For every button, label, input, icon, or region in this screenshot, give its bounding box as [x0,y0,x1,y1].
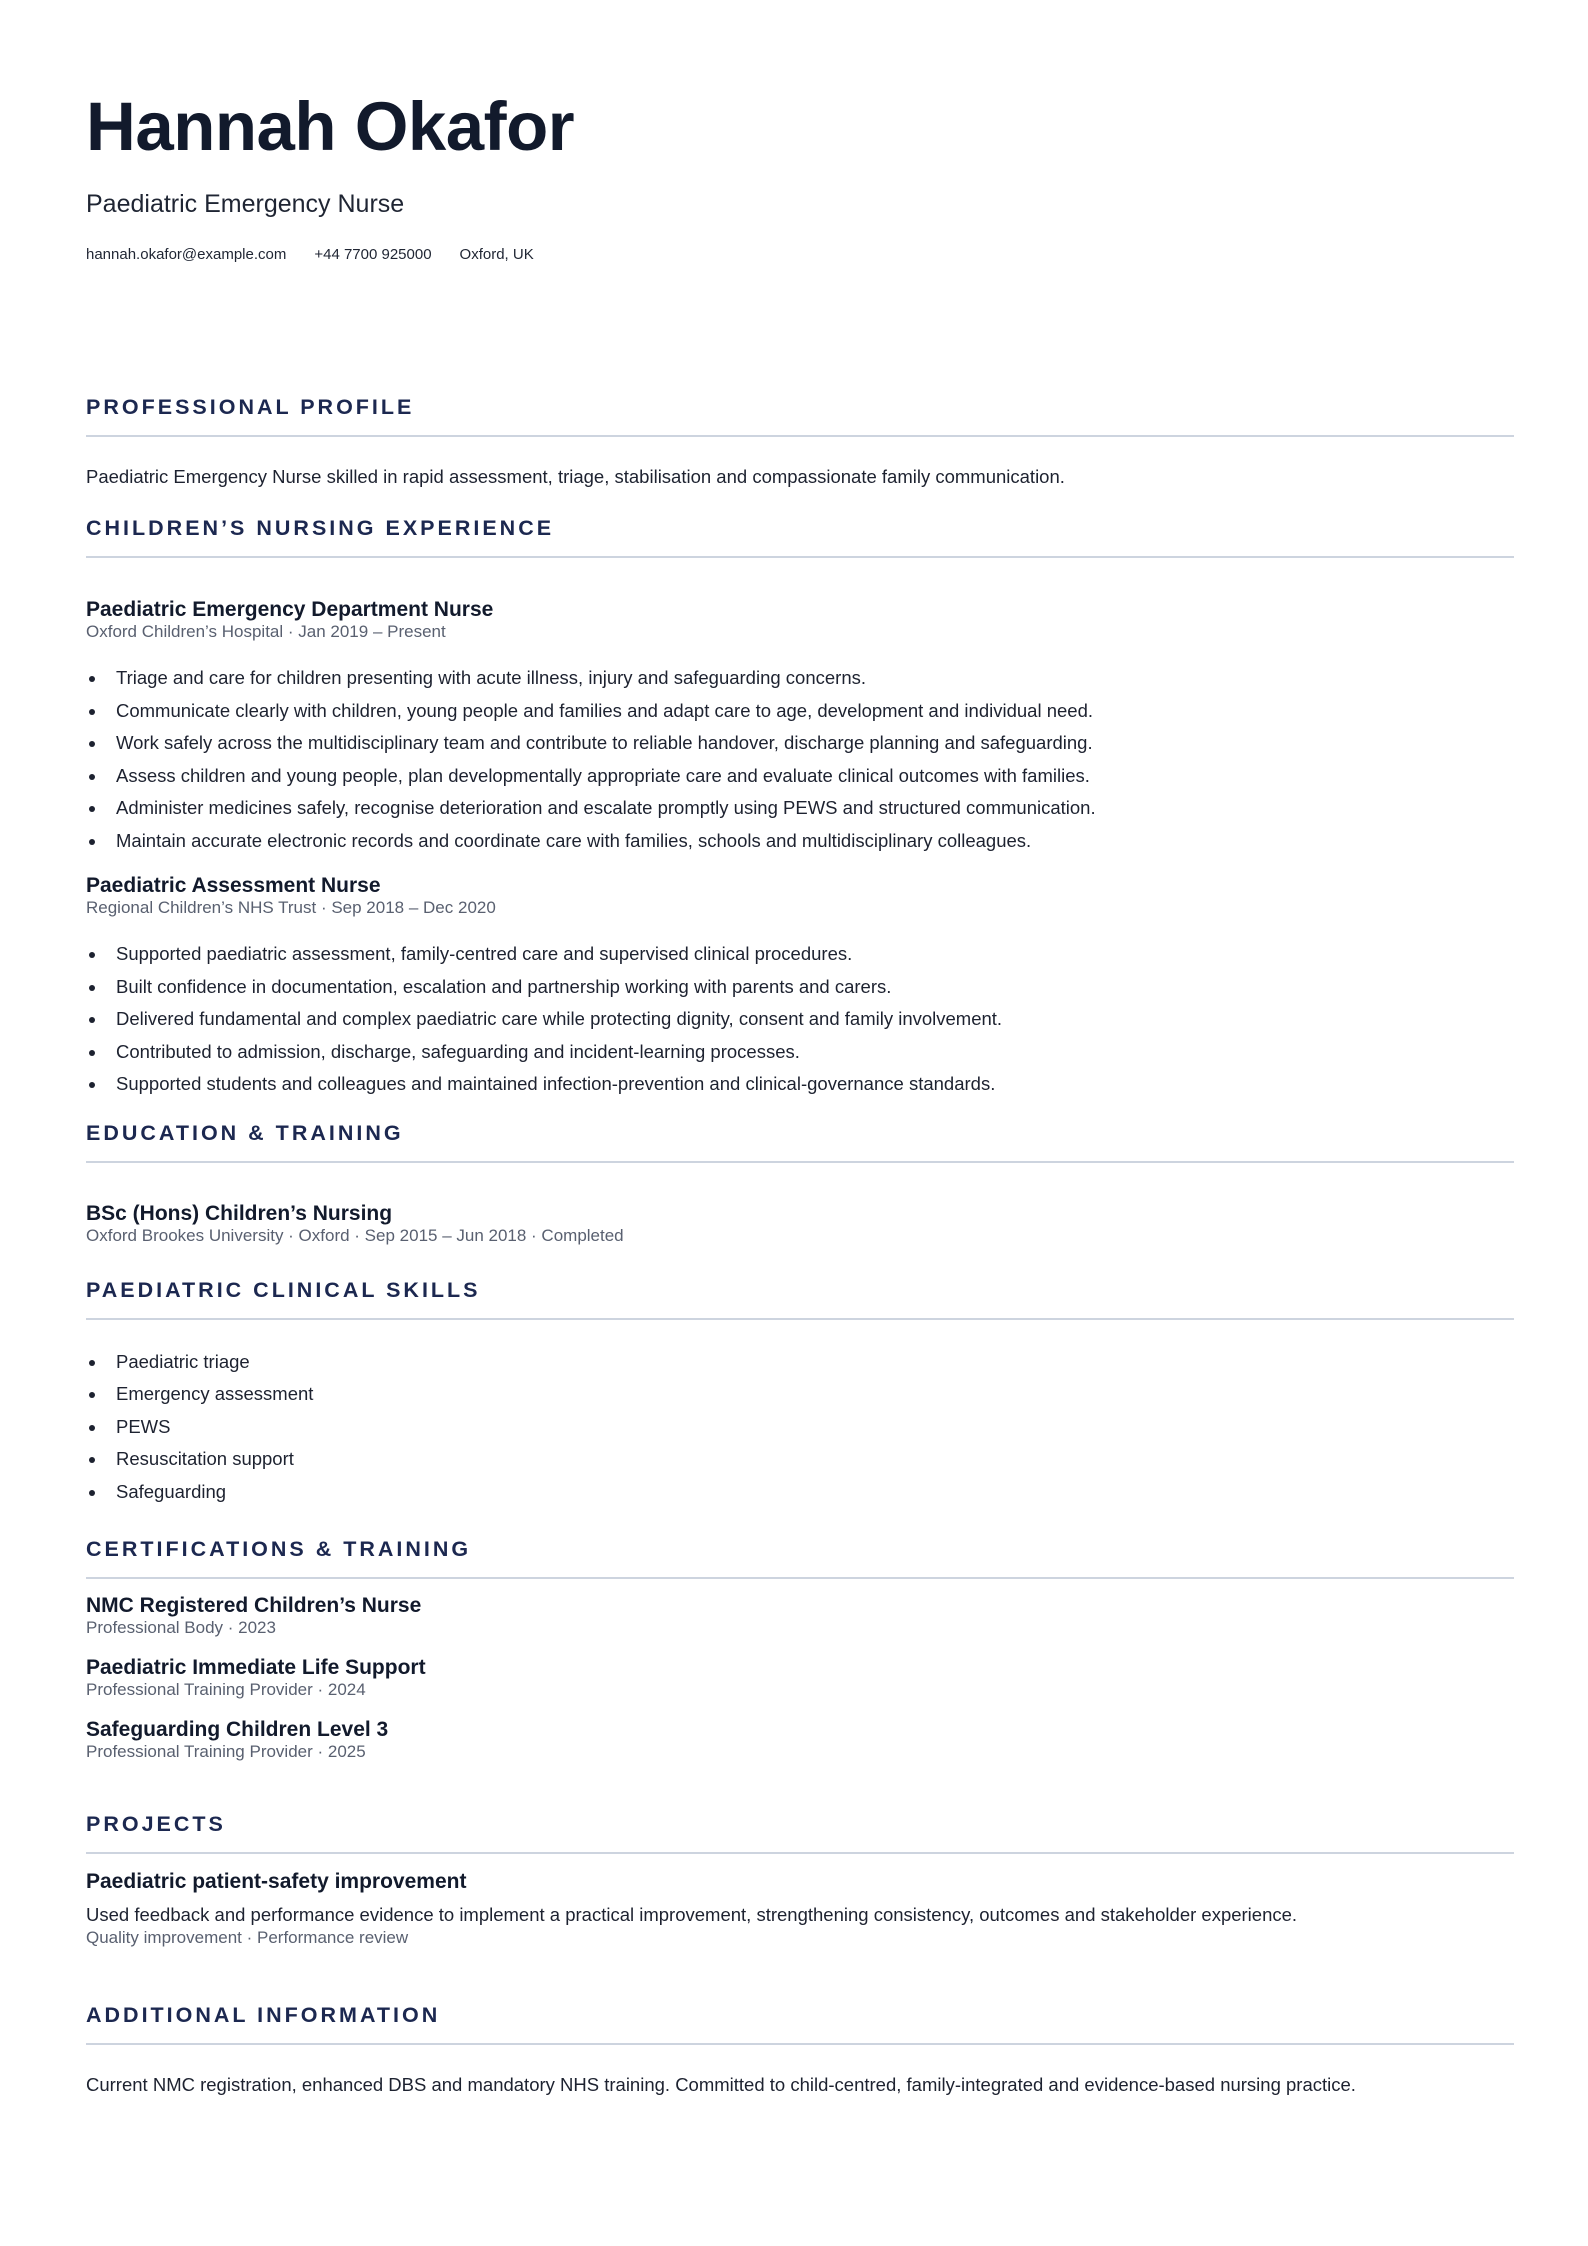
certification-title: Paediatric Immediate Life Support [86,1656,426,1679]
project-entry [86,1870,1514,1948]
contact-email[interactable]: hannah.okafor@example.com [86,246,287,263]
list-item: Maintain accurate electronic records and coordinate care with families, schools and multidisciplinary colleagues. [86,825,1514,858]
skills-list [86,1346,1514,1509]
job-entry [86,598,1514,857]
job-title: Paediatric Assessment Nurse [86,874,381,897]
section-heading: EDUCATION & TRAINING [86,1121,404,1145]
list-item: PEWS [86,1411,1514,1444]
list-item: Built confidence in documentation, escalation and partnership working with parents and carers. [86,971,1514,1004]
candidate-name: Hannah Okafor [86,88,575,165]
section-heading: PAEDIATRIC CLINICAL SKILLS [86,1278,481,1302]
section-projects [86,1814,1514,1854]
contact-phone[interactable]: +44 7700 925000 [314,246,432,263]
list-item: Contributed to admission, discharge, safeguarding and incident-learning processes. [86,1036,1514,1069]
job-entry [86,874,1514,1101]
list-item: Emergency assessment [86,1378,1514,1411]
list-item: Safeguarding [86,1476,1514,1509]
list-item: Paediatric triage [86,1346,1514,1379]
section-certifications [86,1539,1514,1579]
section-divider [86,2043,1514,2045]
list-item: Supported paediatric assessment, family-centred care and supervised clinical procedures. [86,938,1514,971]
job-meta: Oxford Children’s Hospital · Jan 2019 – Present [86,622,446,642]
certification-title: NMC Registered Children’s Nurse [86,1594,422,1617]
certification-entry [86,1594,1514,1638]
list-item: Communicate clearly with children, young people and families and adapt care to age, development and individual need. [86,695,1514,728]
project-description: Used feedback and performance evidence to implement a practical improvement, strengthening consistency, outcomes and stakeholder experience. [86,1904,1298,1926]
section-divider [86,1852,1514,1854]
project-title: Paediatric patient-safety improvement [86,1870,467,1893]
certification-meta: Professional Body · 2023 [86,1618,276,1638]
certification-meta: Professional Training Provider · 2024 [86,1680,366,1700]
list-item: Supported students and colleagues and maintained infection-prevention and clinical-governance standards. [86,1068,1514,1101]
section-additional [86,2005,1514,2097]
list-item: Administer medicines safely, recognise deterioration and escalate promptly using PEWS and structured communication. [86,792,1514,825]
degree-title: BSc (Hons) Children’s Nursing [86,1202,393,1225]
certification-entry [86,1656,1514,1700]
section-experience [86,518,1514,558]
section-skills [86,1280,1514,1508]
certification-meta: Professional Training Provider · 2025 [86,1742,366,1762]
section-divider [86,556,1514,558]
list-item: Resuscitation support [86,1443,1514,1476]
degree-meta: Oxford Brookes University · Oxford · Sep 2015 – Jun 2018 · Completed [86,1226,624,1246]
education-entry [86,1202,1514,1246]
section-heading: ADDITIONAL INFORMATION [86,2003,441,2027]
contact-line [86,246,534,263]
list-item: Work safely across the multidisciplinary team and contribute to reliable handover, discharge planning and safeguarding. [86,727,1514,760]
job-bullets [86,938,1514,1101]
candidate-title: Paediatric Emergency Nurse [86,190,405,218]
contact-location: Oxford, UK [459,246,534,263]
section-profile [86,397,1514,489]
section-heading: CHILDREN’S NURSING EXPERIENCE [86,516,555,540]
list-item: Triage and care for children presenting with acute illness, injury and safeguarding concerns. [86,662,1514,695]
section-heading: PROJECTS [86,1812,226,1836]
job-bullets [86,662,1514,857]
job-meta: Regional Children’s NHS Trust · Sep 2018 – Dec 2020 [86,898,496,918]
certification-entry [86,1718,1514,1762]
profile-text: Paediatric Emergency Nurse skilled in rapid assessment, triage, stabilisation and compassionate family communication. [86,465,1065,487]
section-heading: CERTIFICATIONS & TRAINING [86,1537,472,1561]
list-item: Assess children and young people, plan developmentally appropriate care and evaluate clinical outcomes with families. [86,760,1514,793]
section-divider [86,1161,1514,1163]
additional-text: Current NMC registration, enhanced DBS and mandatory NHS training. Committed to child-centred, family-integrated and evidence-based nursing practice. [86,2073,1356,2095]
section-education [86,1123,1514,1163]
certification-title: Safeguarding Children Level 3 [86,1718,389,1741]
job-title: Paediatric Emergency Department Nurse [86,598,494,621]
section-divider [86,1318,1514,1320]
section-divider [86,435,1514,437]
section-heading: PROFESSIONAL PROFILE [86,395,415,419]
project-meta: Quality improvement · Performance review [86,1928,409,1948]
list-item: Delivered fundamental and complex paediatric care while protecting dignity, consent and family involvement. [86,1003,1514,1036]
section-divider [86,1577,1514,1579]
